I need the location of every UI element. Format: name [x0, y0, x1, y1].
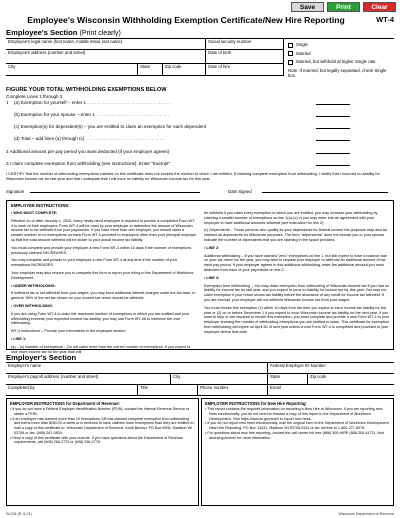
line-2-input[interactable]: [316, 148, 350, 154]
marital-note: Note: If married, but legally separated, check Single box.: [288, 67, 387, 78]
legal-name-field[interactable]: Employee's legal name (first name, middle initial, last name): [6, 39, 206, 50]
employer-address-field[interactable]: Employer's payroll address (number and street): [6, 374, 171, 385]
employer-name-field[interactable]: Employer's name: [6, 363, 268, 374]
save-button[interactable]: Save: [291, 2, 324, 12]
marital-status-group: [288, 42, 392, 78]
line-1a: 1 (a) Exemption for yourself – enter 1 . . . . . . . . . . . . . . . . . . . . . . . . . . . . . . . . .: [6, 99, 394, 105]
line-1c: (c) Exemption(s) for dependent(s) – you are entitled to claim an exemption for each dependent: [6, 123, 394, 129]
dob-field[interactable]: Date of birth: [206, 50, 284, 64]
married-higher-checkbox[interactable]: [288, 60, 293, 65]
employee-instructions: [6, 200, 394, 354]
line-1d-input[interactable]: [316, 135, 350, 141]
hire-date-field[interactable]: Date of hire: [206, 64, 284, 76]
state-field[interactable]: State: [138, 64, 163, 76]
instructions-heading: EMPLOYEE INSTRUCTIONS:: [11, 203, 70, 208]
single-option[interactable]: Single: [288, 42, 392, 48]
certification-text: I CERTIFY that the number of withholding exemptions claimed on this certificate does not exceed the number to which I am entitled. If claiming complete exemption from withholding, I certify that I incurred no liability for Wisconsin income tax for last year and that I anticipate that I will incur no liability for Wisconsin income tax for this year.: [6, 171, 380, 182]
zip-field[interactable]: Zip code: [163, 64, 206, 76]
title-field[interactable]: Title: [138, 385, 198, 396]
line-1b: (b) Exemption for your spouse – enter 1 . . . . . . . . . . . . . . . . . . . . . . . . . . . . .: [6, 111, 394, 117]
signature-label: Signature: [6, 189, 25, 194]
ssn-field[interactable]: Social security number: [206, 39, 284, 50]
figure-exemptions: [6, 87, 394, 100]
employer-state-field[interactable]: State: [268, 374, 308, 385]
form-revision: W-204 (R. 8-21): [6, 512, 32, 516]
figure-heading: FIGURE YOUR TOTAL WITHHOLDING EXEMPTIONS BELOW: [6, 87, 167, 93]
line-1b-input[interactable]: [316, 111, 350, 117]
single-checkbox[interactable]: [288, 43, 293, 48]
date-signed-input[interactable]: [262, 187, 388, 193]
toolbar: [291, 2, 396, 12]
instructions-left-column: • WHO MUST COMPLETE: Effective on or after January 1, 2020, every newly-hired employee is required to provide a completed Form WT-4 to each of their employers. Form WT-4 will be used by your employer to determine the amount of Wisconsin income tax to be withheld from your paychecks. If you have more than one employer, you should claim a smaller number or no exemptions on each Form WT-4 provided to employers other than your principal employer so that the total amount withheld will be closer to your actual income tax liability. You must complete and provide your employer a new Form WT-4 within 10 days if the number of exemptions previously claimed DECREASES. You may complete and provide to your employer a new Form WT-4 at any time if the number of your exemptions INCREASES. Your employer may also require you to complete this form to report your hiring to the Department of Workforce Development. • UNDER WITHHOLDING: If sufficient tax is not withheld from your wages, you may incur additional interest charges under the tax laws. In general, 90% of the net tax shown on your income tax return should be withheld. • OVER WITHHOLDING: If you are using Form WT-4 to claim the maximum number of exemptions to which you are entitled and your withholding exceeds your expected income tax liability, you may use Form WT-4A to minimize the over withholding. WT-4 Instructions – Provide your information in the employee section. • LINE 1: (a) – (c) Number of exemptions – Do not claim more than the correct number of exemptions. If you expect to owe more income tax for the year than will: [11, 211, 197, 354]
signature-row: [6, 187, 394, 197]
line-3: 3 I claim complete exemption from withholding (see instructions). Enter "Exempt": [6, 160, 394, 166]
figure-complete-note: Complete Lines 1 through 3: [6, 93, 63, 99]
dor-heading: EMPLOYER INSTRUCTIONS for Department of Revenue:: [10, 401, 120, 406]
married-option[interactable]: Married: [288, 51, 392, 57]
fein-field[interactable]: Federal Employer ID Number: [268, 363, 394, 374]
line-2: 2 Additional amount per pay period you want deducted (if your employer agrees): [6, 148, 394, 154]
married-checkbox[interactable]: [288, 51, 293, 56]
signature-input[interactable]: [30, 187, 200, 193]
clear-button[interactable]: Clear: [363, 2, 396, 12]
line-1c-input[interactable]: [316, 123, 350, 129]
employer-city-field[interactable]: City: [171, 374, 268, 385]
married-higher-option[interactable]: Married, but withhold at higher Single rate.: [288, 59, 392, 65]
line-1d: (d) Total – add lines (a) through (c) . . . . . . . . . . . . . . . . . . . . . . . . . . . . . . .: [6, 135, 394, 141]
employee-section-heading: Employee's Section (Print clearly): [6, 28, 121, 37]
page-footer: [6, 512, 394, 516]
date-signed-label: Date Signed: [228, 189, 252, 194]
new-hire-heading: EMPLOYER INSTRUCTIONS for New Hire Reporting:: [205, 401, 307, 406]
employer-instructions-dor: EMPLOYER INSTRUCTIONS for Department of Revenue: • If you do not have a Federal Employer Identification Number (FEIN), contact the Internal Revenue Service to obtain a FEIN. • If an employee has claimed more than 10 exemptions OR has claimed complete exemption from withholding and earns more than $200.00 a week or is believed to have claimed more exemptions than they are entitled to, mail a copy of this certificate to: Wisconsin Department of Revenue, Audit Bureau, PO Box 8906, Madison WI 53708 or fax: (608) 267-0834. • Keep a copy of this certificate with your records. If you have questions about the Department of Revenue requirements, call (608) 266-2772 or (608) 266-2776.: [6, 398, 199, 506]
line-3-input[interactable]: [316, 160, 350, 166]
employer-zip-field[interactable]: Zip code: [308, 374, 394, 385]
completed-by-field[interactable]: Completed by: [6, 385, 138, 396]
agency-name: Wisconsin Department of Revenue: [338, 512, 394, 516]
employer-instructions-new-hire: EMPLOYER INSTRUCTIONS for New Hire Reporting: • This report contains the required information for reporting a New Hire to Wisconsin. If you are reporting new hires electronically, you do not need to forward a copy of this report to the Department of Workforce Development. Visit https://dwd.wi.gov/uinh/ to report new hires. • If you do not report new hires electronically, mail the original form to the Department of Workforce Development, New Hire Reporting, PO Box 14431, Madison WI 53708-0431 or fax toll free to 1-800-277-8075. • For questions about new hire reporting, contact the call center toll free (888) 300-HIRE (888-300-4473). Visit dwd.wi.gov/uinh/ for more information.: [201, 398, 394, 506]
employer-section-heading: Employer's Section: [6, 353, 77, 362]
form-number: WT-4: [376, 15, 394, 24]
line-1a-input[interactable]: [316, 99, 350, 105]
form-title: Employee's Wisconsin Withholding Exemption Certificate/New Hire Reporting: [27, 15, 345, 25]
print-button[interactable]: Print: [327, 2, 360, 12]
city-field[interactable]: City: [6, 64, 138, 76]
email-field[interactable]: Email: [268, 385, 394, 396]
phone-field[interactable]: Phone number: [198, 385, 268, 396]
instructions-right-column: be withheld if you claim every exemption to which you are entitled, you may increase your withholding by claiming a smaller number of exemptions on line 1(a)-(c) or you may enter into an agreement with your employer to have additional amounts withheld (see instruction for line 2). (c) Dependents – Those persons who qualify as your dependents for federal income tax purposes may also be claimed as dependents for Wisconsin purposes. The term "dependents" does not include you or your spouse. Indicate the number of dependents that you are claiming in the space provided. • LINE 2: Additional withholding – If you have claimed "zero" exemptions on line 1, but still expect to have a balance due on your tax return for the year, you may wish to request your employer to withhold an additional amount of tax each pay period. If your employer agrees to this additional withholding, enter the additional amount you want deducted from each of your paychecks on line 2. • LINE 3: Exemption from withholding – You may claim exemption from withholding of Wisconsin income tax if you had no liability for income tax for last year, and you expect to incur no liability for income tax for this year. You may not claim exemption if your return shows tax liability before the allowance of any credit for income tax withheld. If you are exempt, your employer will not withhold Wisconsin income tax from your wages. You must revoke this exemption (1) within 10 days from the time you expect to incur income tax liability for the year or (2) on or before December 1 if you expect to incur Wisconsin income tax liability for the next year. If you want to stop or are required to revoke this exemption, you must complete and provide a new Form WT-4 to your employer showing the number of withholding exemptions you are entitled to claim. This certificate for exemption from withholding will expire on April 30 of next year unless a new Form WT-4 is completed and provided to your employer before that date.: [204, 211, 390, 334]
address-field[interactable]: Employee's address (number and street): [6, 50, 206, 64]
